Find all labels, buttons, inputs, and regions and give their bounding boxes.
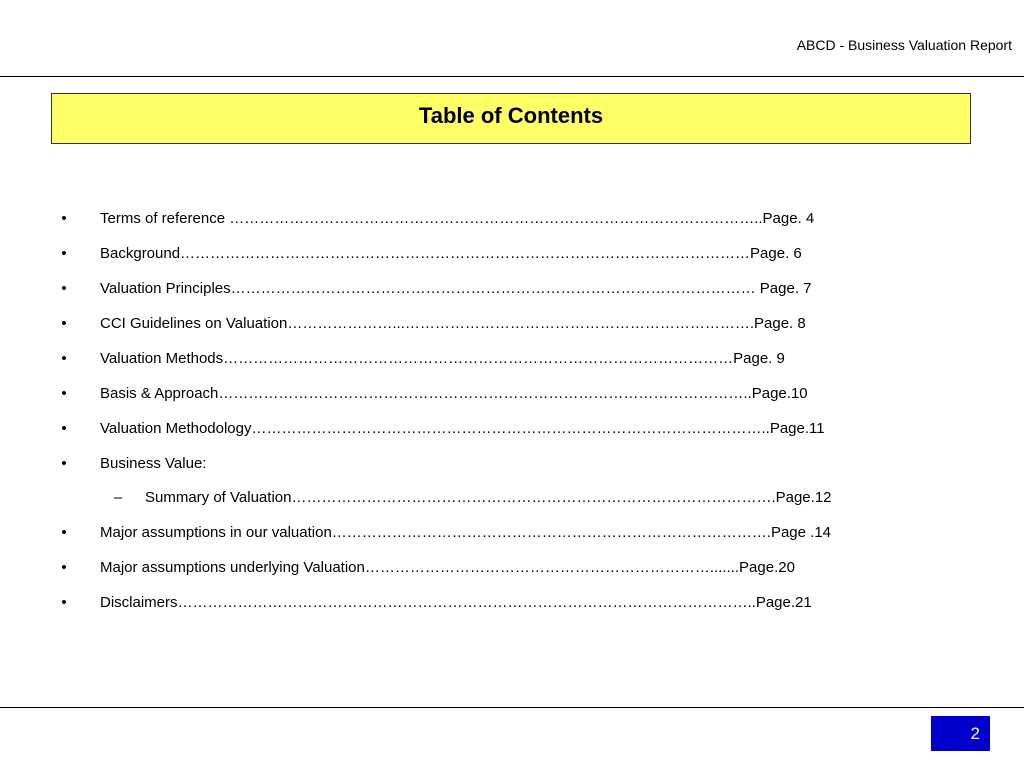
toc-entry-text: Major assumptions in our valuation…………………………………………………………………………….Page .14 [100,524,832,541]
toc-entry-text: Disclaimers……………………………………………………………………………………………………..Page.21 [100,594,812,611]
toc-entry-text: Terms of reference ……………………………………………………………………………………………..Page. 4 [100,210,815,227]
header-divider [0,76,1024,77]
bullet-icon: • [61,455,67,472]
page-number-badge [931,716,990,751]
bullet-icon: • [61,350,67,367]
report-title: ABCD - Business Valuation Report [796,37,1012,53]
footer-divider [0,707,1024,708]
toc-entry-text: Major assumptions underlying Valuation…………………………………………………………….......Page.20 [100,559,795,576]
toc-entry-text: Business Value: [100,455,207,472]
bullet-icon: • [61,315,67,332]
bullet-icon: • [61,385,67,402]
toc-entry-text: CCI Guidelines on Valuation…………………...…………………………………………………………….Page. 8 [100,315,806,332]
toc-entry-text: Valuation Methodology…………………………………………………………………………………………..Page.11 [100,420,825,437]
toc-heading: Table of Contents [418,103,604,128]
toc-entry-text: Valuation Principles…………………………………………………………………………………………… Page. 7 [100,280,812,297]
toc-entry-text: Valuation Methods…………………………………………………………………………………………Page. 9 [100,350,785,367]
page-number: 2 [970,724,980,743]
dash-icon: – [113,489,123,506]
toc-entry-text: Background……………………………………………………………………………………………………Page. 6 [100,245,802,262]
bullet-icon: • [61,280,67,297]
bullet-icon: • [61,524,67,541]
toc-entry-text: Summary of Valuation…………………………………………………………………………………….Page.12 [145,489,832,506]
toc-heading-banner [51,93,971,144]
bullet-icon: • [61,210,67,227]
bullet-icon: • [61,420,67,437]
bullet-icon: • [61,594,67,611]
bullet-icon: • [61,559,67,576]
toc-entry-text: Basis & Approach……………………………………………………………………………………………..Page.10 [100,385,808,402]
bullet-icon: • [61,245,67,262]
